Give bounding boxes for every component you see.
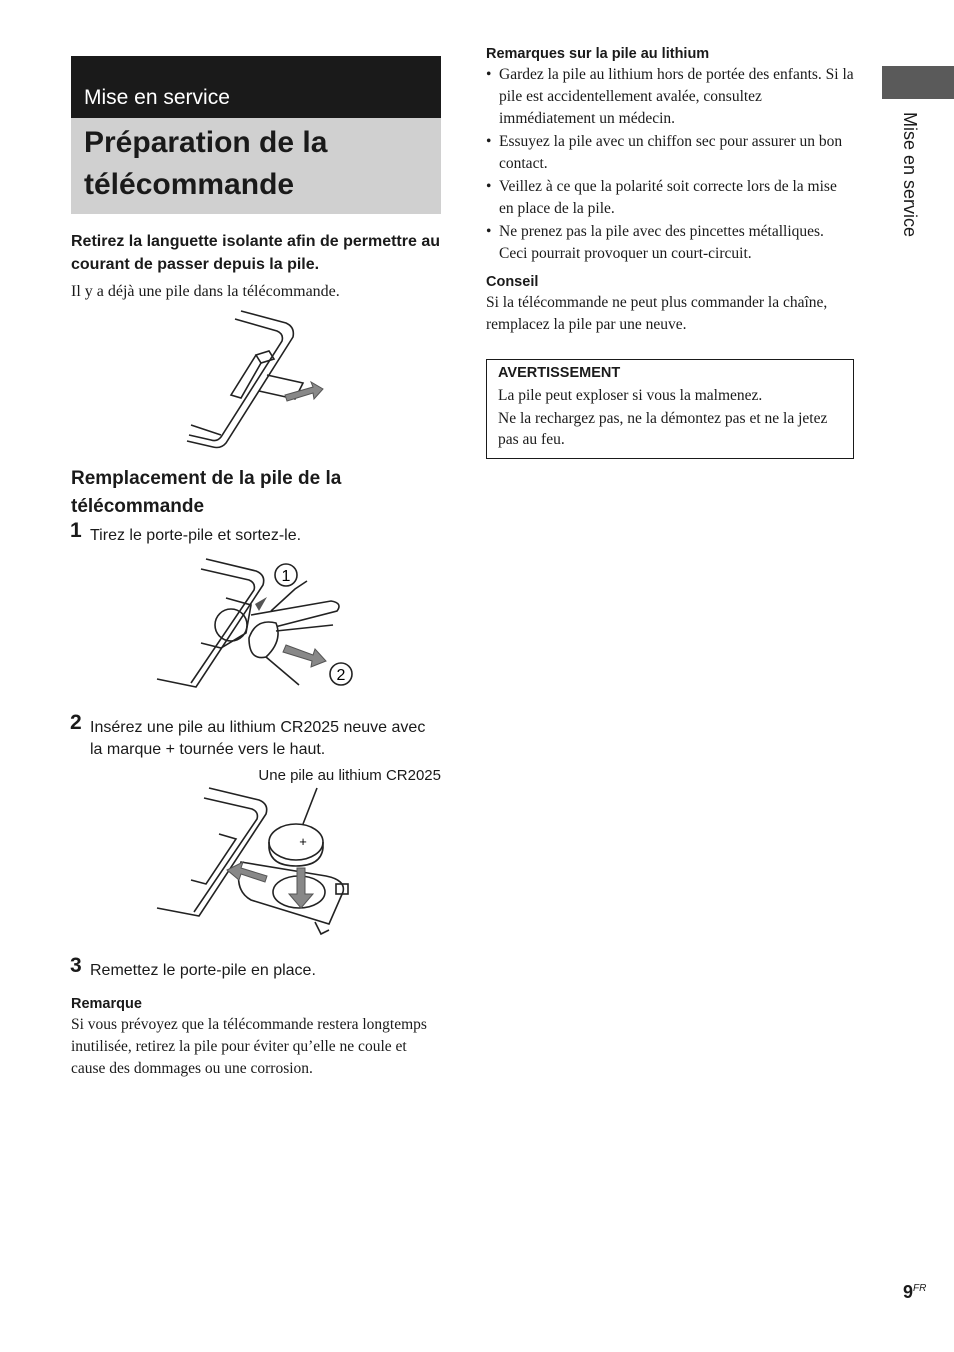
figure-pull-holder bbox=[71, 553, 441, 711]
replacement-heading-line-2: télécommande bbox=[71, 496, 205, 517]
page-number-value: 9 bbox=[903, 1282, 914, 1302]
figure-insert-battery bbox=[71, 784, 441, 952]
right-column bbox=[486, 46, 854, 459]
step-2-number: 2 bbox=[70, 711, 82, 734]
note-title: Remarque bbox=[71, 996, 142, 1012]
side-section-text: Mise en service bbox=[900, 112, 920, 238]
left-column bbox=[71, 56, 441, 1080]
pull-holder-illustration bbox=[71, 553, 441, 711]
section-label: Mise en service bbox=[84, 86, 230, 109]
warning-line-1: La pile peut exploser si vous la malmenez. bbox=[498, 387, 763, 404]
side-tab-marker bbox=[882, 66, 954, 99]
title-box bbox=[71, 118, 441, 214]
side-section-label bbox=[884, 112, 924, 272]
intro-text: Il y a déjà une pile dans la télécommande. bbox=[71, 283, 340, 300]
list-item: • Gardez la pile au lithium hors de portée des enfants. Si la pile est accidentellement avalée, consultez immédiatement un médecin. bbox=[486, 64, 854, 130]
replacement-heading bbox=[71, 465, 441, 521]
warning-line-2: Ne la rechargez pas, ne la démontez pas et ne la jetez pas au feu. bbox=[498, 410, 828, 448]
callout-2: 2 bbox=[336, 667, 346, 684]
list-item: • Essuyez la pile avec un chiffon sec pour assurer un bon contact. bbox=[486, 131, 854, 175]
step-3 bbox=[70, 954, 441, 982]
step-1 bbox=[70, 519, 441, 547]
page-title bbox=[84, 122, 428, 206]
tip-text: Si la télécommande ne peut plus commander la chaîne, remplacez la pile par une neuve. bbox=[486, 294, 828, 333]
step-1-text: Tirez le porte-pile et sortez-le. bbox=[90, 527, 302, 544]
note-text: Si vous prévoyez que la télécommande restera longtemps inutilisée, retirez la pile pour éviter qu’elle ne coule et cause des dommages ou une corrosion. bbox=[71, 1016, 427, 1077]
step-3-text: Remettez le porte-pile en place. bbox=[90, 962, 316, 979]
warning-box bbox=[486, 359, 854, 459]
lithium-notes-list bbox=[486, 64, 854, 265]
intro-instruction: Retirez la languette isolante afin de permettre au courant de passer depuis la pile. bbox=[71, 233, 440, 273]
title-line-1: Préparation de la bbox=[84, 126, 328, 159]
page-language-suffix: FR bbox=[913, 1283, 927, 1294]
step-2 bbox=[70, 711, 441, 761]
list-item: • Ne prenez pas la pile avec des pincettes métalliques. Ceci pourrait provoquer un court-circuit. bbox=[486, 221, 854, 265]
section-header-bar bbox=[71, 56, 441, 118]
warning-title: AVERTISSEMENT bbox=[498, 365, 621, 381]
step-3-number: 3 bbox=[70, 954, 82, 977]
lithium-notes-title: Remarques sur la pile au lithium bbox=[486, 46, 710, 62]
page-number bbox=[903, 1282, 926, 1303]
callout-1: 1 bbox=[281, 568, 291, 585]
step-1-number: 1 bbox=[70, 519, 82, 542]
remote-tab-illustration bbox=[71, 303, 441, 453]
insert-battery-illustration bbox=[71, 784, 441, 952]
replacement-heading-line-1: Remplacement de la pile de la bbox=[71, 468, 342, 489]
step-2-text: Insérez une pile au lithium CR2025 neuve avec la marque + tournée vers le haut. bbox=[90, 719, 426, 758]
figure-insulation-tab bbox=[71, 303, 441, 453]
tip-title: Conseil bbox=[486, 274, 539, 290]
list-item: • Veillez à ce que la polarité soit correcte lors de la mise en place de la pile. bbox=[486, 176, 854, 220]
battery-plus-sign: + bbox=[299, 834, 307, 849]
title-line-2: télécommande bbox=[84, 168, 295, 201]
battery-label: Une pile au lithium CR2025 bbox=[258, 767, 441, 784]
